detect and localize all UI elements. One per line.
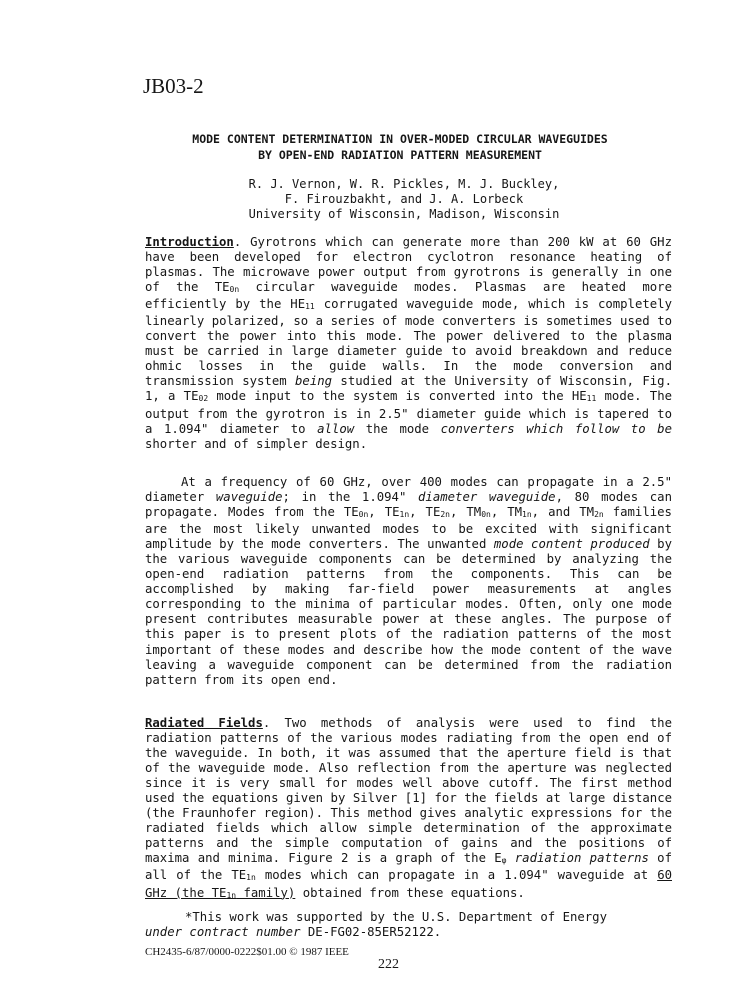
text-segment: circular waveguide modes. Plasmas are heated more efficiently by the HE — [145, 280, 672, 312]
text-segment: , and TM — [531, 505, 595, 520]
text-segment: , TM — [449, 505, 482, 520]
text-segment: , TM — [490, 505, 523, 520]
text-segment: families are the most likely unwanted modes to be excited with significant amplitude by the mode converters. The unwanted — [145, 505, 672, 552]
subscript: 1n — [226, 890, 237, 900]
subscript: 2n — [594, 510, 604, 520]
text-segment: 60 GHz (the TE — [145, 868, 672, 900]
footnote-line-1: *This work was supported by the U.S. Department of Energy — [185, 910, 607, 924]
italic-text: waveguide — [215, 490, 283, 505]
italic-text: being — [295, 374, 333, 389]
radiated-fields-heading: Radiated Fields — [145, 716, 263, 730]
subscript: 1n — [522, 510, 532, 520]
text-segment: the mode — [354, 421, 441, 436]
text-segment: studied at the University of Wisconsin, Fig. 1, a TE — [145, 374, 672, 404]
radiated-fields-paragraph — [145, 716, 672, 903]
text-segment: shorter and of simpler design. — [145, 436, 368, 451]
introduction-paragraph — [145, 235, 672, 452]
footnote-line-2 — [145, 925, 672, 940]
text-segment: obtained from these equations. — [295, 885, 525, 900]
text-segment: modes which can propagate in a 1.094" waveguide at — [255, 868, 658, 883]
subscript: 11 — [586, 394, 597, 404]
italic-text: mode content produced — [493, 537, 650, 552]
copyright-line: CH2435-6/87/0000-0222$01.00 © 1987 IEEE — [145, 946, 349, 958]
subscript: 0n — [229, 285, 240, 295]
text-segment: family) — [236, 885, 296, 900]
text-segment: , TE — [368, 505, 400, 520]
subscript: 1n — [246, 873, 256, 883]
text-segment: , TE — [409, 505, 441, 520]
subscript: 2n — [440, 510, 450, 520]
subscript: φ — [501, 856, 507, 866]
author-block — [140, 177, 668, 222]
italic-text: allow — [317, 421, 355, 436]
subscript: 0n — [358, 510, 369, 520]
text-segment: At a frequency of 60 GHz, over 400 modes can propagate in a 2.5" diameter — [145, 475, 672, 505]
text-segment: mode input to the system is converted into the HE — [208, 389, 587, 404]
affiliation: University of Wisconsin, Madison, Wisconsin — [248, 207, 560, 221]
text-segment: ; in the 1.094" — [282, 490, 419, 505]
text-segment: . Two methods of analysis were used to find the radiation patterns of the various modes radiating from the open end of the waveguide. In both, it was assumed that the aperture field is that of the waveguide mode. Also reflection from the aperture was neglected since it is very small for modes well above cutoff. The first method used the equations given by Silver [1] for the fields at large distance (the Fraunhofer region). This method gives analytic expressions for the radiated fields which allow simple determination of the approximate patterns and the simple computation of gains and the positions of maxima and minima. Figure 2 is a graph of the E — [145, 716, 672, 866]
introduction-heading: Introduction — [145, 235, 234, 249]
title-line-1: MODE CONTENT DETERMINATION IN OVER-MODED CIRCULAR WAVEGUIDES — [192, 132, 608, 146]
italic-text: radiation patterns — [506, 851, 649, 866]
subscript: 1n — [399, 510, 410, 520]
italic-text: converters which follow to be — [440, 421, 672, 436]
text-segment: . Gyrotrons which can generate more than 200 kW at 60 GHz have been developed for electron cyclotron resonance heating of plasmas. The microwave power output from gyrotrons is generally in one of the TE — [145, 235, 672, 295]
authors-line-2: F. Firouzbakht, and J. A. Lorbeck — [284, 192, 524, 206]
italic-text: diameter waveguide — [418, 490, 556, 505]
subscript: 02 — [198, 394, 209, 404]
text-segment: , 80 modes can propagate. Modes from the TE — [145, 490, 672, 520]
text-segment: corrugated waveguide mode, which is completely linearly polarized, so a series of mode converters is sometimes used to convert the power into this mode. The power delivered to the plasma must be carried in large diameter guide to avoid breakdown and reduce ohmic losses in the guide walls. In the mode conversion and transmission system — [145, 297, 672, 389]
subscript: 0n — [481, 510, 491, 520]
mode-content-paragraph — [145, 475, 672, 688]
text-segment: of all of the TE — [145, 851, 672, 883]
italic-text: under contract number — [145, 925, 301, 939]
paper-title — [130, 131, 670, 163]
text-segment: mode. The output from the gyrotron is in 2.5" diameter guide which is tapered to a 1.094" diameter to — [145, 389, 672, 436]
text-segment: by the various waveguide components can be determined by analyzing the open-end radiation patterns from the components. This can be accomplished by making far-field power measurements at angles corresponding to the minima of particular modes. Often, only one mode present contributes measurable power at these angles. The purpose of this paper is to present plots of the radiation patterns of the most important of these modes and describe how the mode content of the wave leaving a waveguide component can be determined from the radiation pattern from its open end. — [145, 537, 672, 687]
authors-line-1: R. J. Vernon, W. R. Pickles, M. J. Buckley, — [248, 177, 560, 191]
text-segment: DE-FG02-85ER52122. — [300, 925, 442, 939]
funding-footnote — [145, 910, 672, 940]
page-number: 222 — [378, 957, 399, 972]
paper-id: JB03-2 — [143, 74, 204, 98]
title-line-2: BY OPEN-END RADIATION PATTERN MEASUREMENT — [258, 148, 542, 162]
subscript: 11 — [305, 302, 315, 312]
